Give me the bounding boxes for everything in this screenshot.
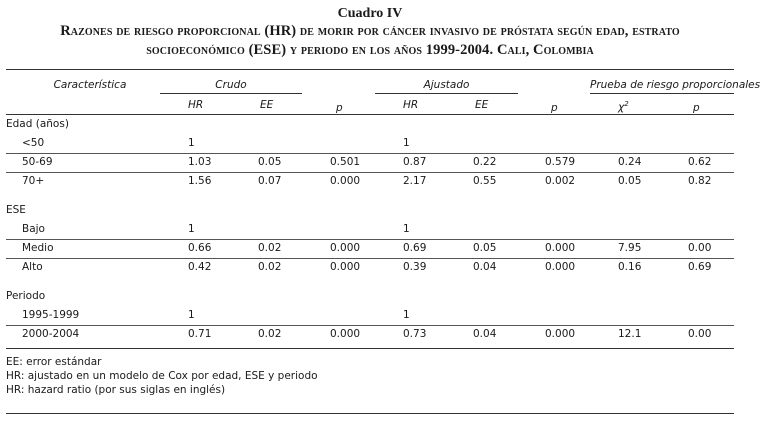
cell-aj-hr: 1	[403, 223, 410, 235]
bottom-rule	[6, 348, 734, 349]
cell-aj-hr: 0.87	[403, 156, 427, 168]
row-label: Alto	[22, 261, 43, 273]
table-title	[20, 22, 720, 60]
table-row	[0, 325, 740, 344]
group-header-row	[0, 115, 740, 134]
cell-crudo-p: 0.000	[330, 328, 361, 340]
cell-prp-p: 0.69	[688, 261, 712, 273]
header-characteristic: Característica	[53, 79, 127, 91]
cell-crudo-ee: 0.07	[258, 175, 282, 187]
cell-aj-ee: 0.55	[473, 175, 497, 187]
chi-superscript: 2	[624, 100, 629, 108]
table-row	[0, 258, 740, 277]
table-row	[0, 239, 740, 258]
cell-aj-ee: 0.04	[473, 261, 497, 273]
crudo-rule	[160, 93, 302, 94]
header-aj-ee: EE	[475, 99, 489, 111]
row-label: 1995-1999	[22, 309, 80, 321]
table-row	[0, 172, 740, 191]
group-header-row	[0, 287, 740, 306]
cell-aj-p: 0.579	[545, 156, 576, 168]
table-row	[0, 153, 740, 172]
cell-aj-hr: 0.39	[403, 261, 427, 273]
cell-crudo-hr: 1	[188, 223, 195, 235]
cell-crudo-p: 0.000	[330, 261, 361, 273]
table-row	[0, 134, 740, 153]
cell-aj-p: 0.000	[545, 261, 576, 273]
cell-crudo-hr: 0.71	[188, 328, 212, 340]
group-label: Edad (años)	[6, 118, 69, 130]
title-line-1: Razones de riesgo proporcional (HR) de morir por cáncer invasivo de próstata según edad, estrato	[60, 23, 680, 39]
cell-crudo-p: 0.000	[330, 242, 361, 254]
cell-crudo-hr: 1.56	[188, 175, 212, 187]
cell-crudo-ee: 0.05	[258, 156, 282, 168]
cell-crudo-hr: 0.66	[188, 242, 212, 254]
cell-crudo-hr: 1	[188, 309, 195, 321]
title-line-2: socioeconómico (ESE) y periodo en los años 1999-2004. Cali, Colombia	[146, 42, 594, 58]
cell-aj-hr: 0.73	[403, 328, 427, 340]
table-row	[0, 306, 740, 325]
header-crudo-p: p	[336, 102, 343, 114]
ajustado-rule	[375, 93, 518, 94]
cell-aj-p: 0.000	[545, 328, 576, 340]
cell-aj-hr: 1	[403, 137, 410, 149]
cell-crudo-ee: 0.02	[258, 261, 282, 273]
cell-chi2: 0.24	[618, 156, 642, 168]
cell-crudo-p: 0.000	[330, 175, 361, 187]
footnote-ee: EE: error estándar	[6, 356, 102, 368]
cell-prp-p: 0.00	[688, 242, 712, 254]
cell-aj-ee: 0.04	[473, 328, 497, 340]
cell-aj-hr: 2.17	[403, 175, 427, 187]
header-crudo-ee: EE	[260, 99, 274, 111]
cell-aj-hr: 1	[403, 309, 410, 321]
group-label: Periodo	[6, 290, 46, 302]
chi-symbol: χ	[618, 101, 625, 114]
cell-chi2: 0.05	[618, 175, 642, 187]
cell-aj-hr: 0.69	[403, 242, 427, 254]
table-number: Cuadro IV	[337, 6, 403, 21]
group-header-row	[0, 201, 740, 220]
cell-crudo-ee: 0.02	[258, 328, 282, 340]
row-label: Medio	[22, 242, 54, 254]
header-crudo: Crudo	[215, 79, 247, 91]
cell-crudo-p: 0.501	[330, 156, 361, 168]
cell-prp-p: 0.82	[688, 175, 712, 187]
cell-chi2: 0.16	[618, 261, 642, 273]
footnote-hr-adjusted: HR: ajustado en un modelo de Cox por edad, ESE y periodo	[6, 370, 318, 382]
cell-chi2: 12.1	[618, 328, 642, 340]
header-prueba: Prueba de riesgo proporcionales	[590, 79, 760, 91]
cell-crudo-hr: 0.42	[188, 261, 212, 273]
cell-crudo-hr: 1	[188, 137, 195, 149]
cell-chi2: 7.95	[618, 242, 642, 254]
header-aj-p: p	[551, 102, 558, 114]
table-row	[0, 220, 740, 239]
row-label: 70+	[22, 175, 45, 187]
cell-crudo-ee: 0.02	[258, 242, 282, 254]
group-label: ESE	[6, 204, 26, 216]
cell-aj-p: 0.002	[545, 175, 576, 187]
row-label: 2000-2004	[22, 328, 80, 340]
row-label: <50	[22, 137, 45, 149]
cell-aj-ee: 0.22	[473, 156, 497, 168]
row-label: Bajo	[22, 223, 45, 235]
header-chi2	[618, 98, 629, 115]
header-aj-hr: HR	[403, 99, 419, 111]
final-rule	[6, 413, 734, 414]
cell-crudo-hr: 1.03	[188, 156, 212, 168]
cell-prp-p: 0.00	[688, 328, 712, 340]
cell-aj-ee: 0.05	[473, 242, 497, 254]
prueba-rule	[590, 93, 734, 94]
cell-prp-p: 0.62	[688, 156, 712, 168]
header-prp-p: p	[693, 102, 700, 114]
header-crudo-hr: HR	[188, 99, 204, 111]
footnote-hr-definition: HR: hazard ratio (por sus siglas en inglés)	[6, 384, 226, 396]
cell-aj-p: 0.000	[545, 242, 576, 254]
header-ajustado: Ajustado	[423, 79, 470, 91]
row-label: 50-69	[22, 156, 53, 168]
top-rule	[6, 69, 734, 70]
